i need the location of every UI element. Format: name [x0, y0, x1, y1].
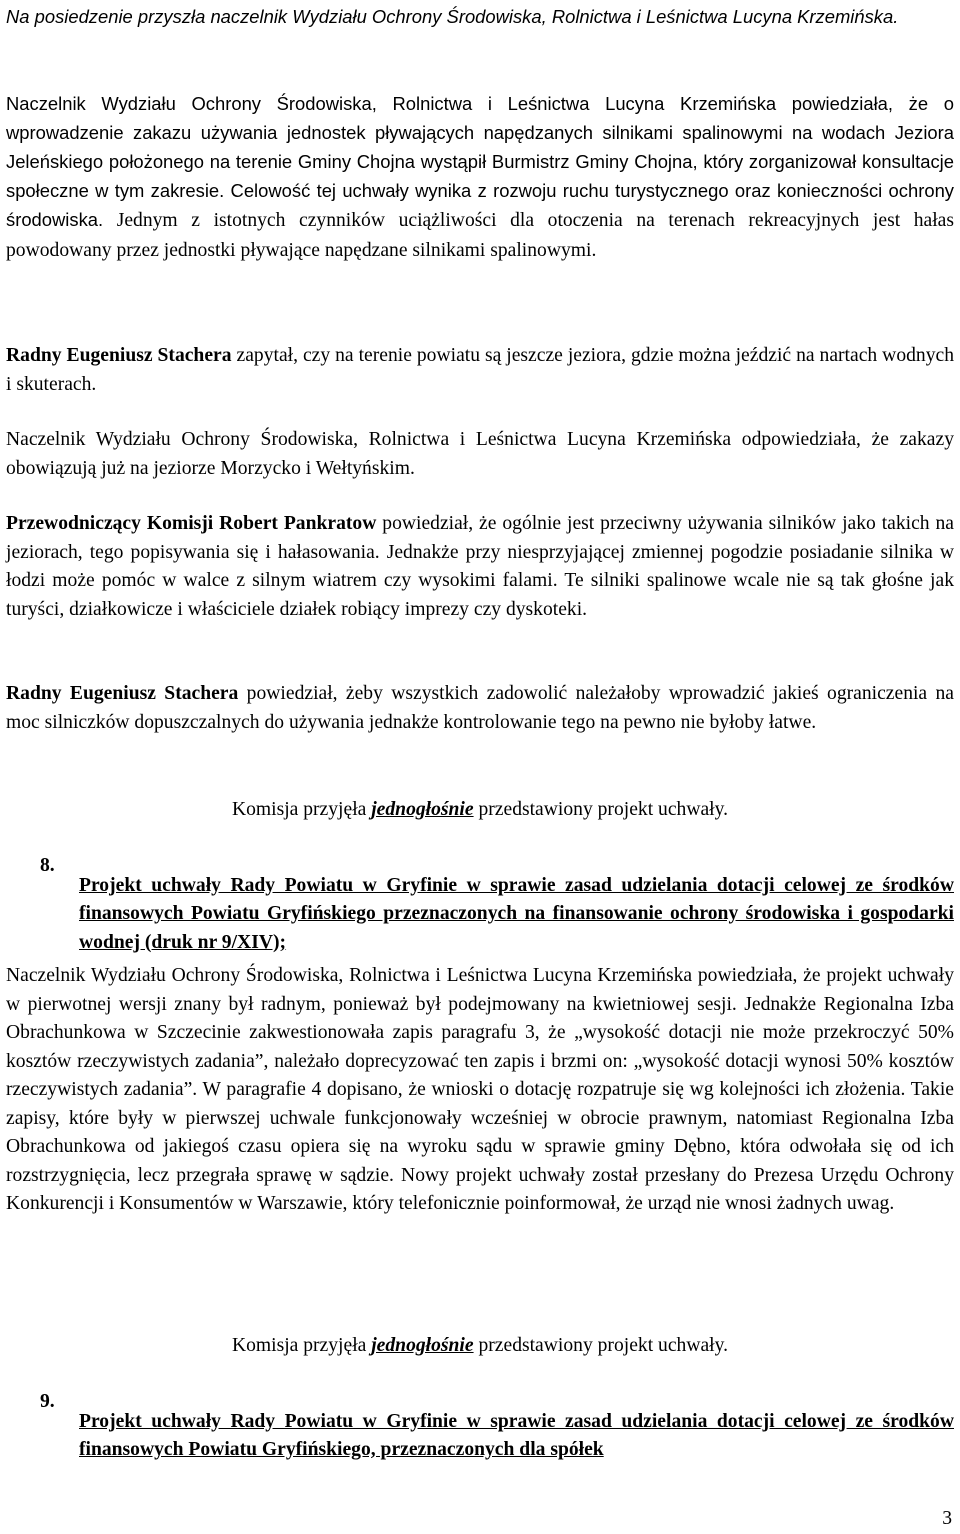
intro-paragraph	[6, 2, 954, 31]
agenda-item-9	[6, 1388, 954, 1484]
statement-stachera-1	[6, 342, 954, 399]
statement-krzeminska-2	[6, 426, 954, 483]
vote-prefix: Komisja przyjęła	[231, 799, 372, 820]
statement-body	[6, 510, 954, 624]
intro-text: Na posiedzenie przyszła naczelnik Wydziału Ochrony Środowiska, Rolnictwa i Leśnictwa Lucyna Krzemińska.	[6, 6, 899, 27]
statement-body	[6, 680, 954, 737]
statement-pankratow	[6, 510, 954, 624]
agenda-item-number: 8.	[40, 855, 55, 876]
statement-body	[6, 426, 954, 483]
vote-suffix: przedstawiony projekt uchwały.	[473, 1335, 729, 1356]
vote-text	[6, 1332, 954, 1361]
statement-text: powiedziała, że o wprowadzenie zakazu używania jednostek pływających napędzanych silnikami spalinowymi na wodach Jeziora Jeleńskiego położonego na terenie Gminy Chojna wystąpił Burmistrz Gminy Chojna, który zorganizował konsultacje społeczne w tym zakresie. Celowość tej uchwały wynika z rozwoju ruchu turystycznego oraz konieczności ochrony środowiska.	[6, 93, 955, 230]
agenda-item-8	[6, 852, 954, 977]
vote-unanimous: jednogłośnie	[371, 799, 474, 820]
speaker-name: Radny Eugeniusz Stachera	[6, 683, 239, 704]
page-number: 3	[942, 1508, 952, 1529]
statement-body	[6, 962, 954, 1219]
statement-body	[6, 342, 954, 399]
statement-text: powiedział, żeby wszystkich zadowolić należałoby wprowadzić jakieś ograniczenia na moc silniczków dopuszczalnych do używania jednakże kontrolowanie tego na pewno nie byłoby łatwe.	[6, 683, 954, 733]
statement-krzeminska-1	[6, 89, 954, 265]
agenda-item-title: Projekt uchwały Rady Powiatu w Gryfinie w sprawie zasad udzielania dotacji celowej ze środków finansowych Powiatu Gryfińskiego przeznaczonych na finansowanie ochrony środowiska i gospodarki wodnej (druk nr 9/XIV);	[79, 874, 954, 953]
vote-unanimous: jednogłośnie	[371, 1335, 474, 1356]
vote-prefix: Komisja przyjęła	[231, 1335, 372, 1356]
agenda-item-number: 9.	[40, 1391, 55, 1412]
vote-result-1	[6, 796, 954, 825]
speaker-name: Radny Eugeniusz Stachera	[6, 345, 232, 366]
statement-text: powiedział, że ogólnie jest przeciwny używania silników jako takich na jeziorach, tego popisywania się i hałasowania. Jednakże przy niesprzyjającej zmiennej pogodzie posiadanie silnika w łodzi może pomóc w walce z silnym wiatrem czy wysokimi falami. Te silniki spalinowe wcale nie są tak głośne jak turyści, działkowicze i właściciele działek robiący imprezy czy dyskoteki.	[6, 513, 954, 620]
statement-text-continued: Jednym z istotnych czynników uciążliwości dla otoczenia na terenach rekreacyjnych jest hałas powodowany przez jednostki pływające napędzane silnikami spalinowymi.	[6, 210, 954, 261]
statement-text: powiedziała, że projekt uchwały w pierwotnej wersji znany był radnym, ponieważ był podejmowany na kwietniowej sesji. Jednakże Regionalna Izba Obrachunkowa w Szczecinie zakwestionowała zapis paragrafu 3, że „wysokość dotacji nie może przekroczyć 50% kosztów rzeczywistych zadania”, należało doprecyzować ten zapis i brzmi on: „wysokość dotacji wynosi 50% kosztów rzeczywistych zadania”. W paragrafie 4 dopisano, że wnioski o dotację rozpatruje się wg kolejności ich złożenia. Takie zapisy, które były w pierwszej uchwale funkcjonowały wcześniej w obrocie prawnym, natomiast Regionalna Izba Obrachunkowa od jakiegoś czasu opiera się na wyroku sądu w sprawie gminy Dębno, która odwołała się od ich rozstrzygnięcia, lecz przegrała sprawę w sądzie. Nowy projekt uchwały został przesłany do Prezesa Urzędu Ochrony Konkurencji i Konsumentów w Warszawie, który telefonicznie poinformował, że urząd nie wnosi żadnych uwag.	[6, 965, 954, 1214]
speaker-name: Naczelnik Wydziału Ochrony Środowiska, Rolnictwa i Leśnictwa Lucyna Krzemińska	[6, 429, 732, 450]
agenda-item-title: Projekt uchwały Rady Powiatu w Gryfinie w sprawie zasad udzielania dotacji celowej ze środków finansowych Powiatu Gryfińskiego, przeznaczonych dla spółek	[79, 1410, 954, 1461]
statement-body	[6, 89, 954, 265]
statement-stachera-2	[6, 680, 954, 737]
statement-text: odpowiedziała, że zakazy obowiązują już na jeziorze Morzycko i Wełtyńskim.	[6, 429, 954, 479]
statement-krzeminska-3	[6, 962, 954, 1219]
speaker-name: Naczelnik Wydziału Ochrony Środowiska, Rolnictwa i Leśnictwa Lucyna Krzemińska	[6, 93, 777, 114]
speaker-name: Przewodniczący Komisji Robert Pankratow	[6, 513, 377, 534]
statement-text: zapytał, czy na terenie powiatu są jeszcze jeziora, gdzie można jeździć na nartach wodnych i skuterach.	[6, 345, 954, 395]
speaker-name: Naczelnik Wydziału Ochrony Środowiska, Rolnictwa i Leśnictwa Lucyna Krzemińska	[6, 965, 693, 986]
vote-suffix: przedstawiony projekt uchwały.	[473, 799, 729, 820]
vote-text	[6, 796, 954, 825]
vote-result-2	[6, 1332, 954, 1361]
